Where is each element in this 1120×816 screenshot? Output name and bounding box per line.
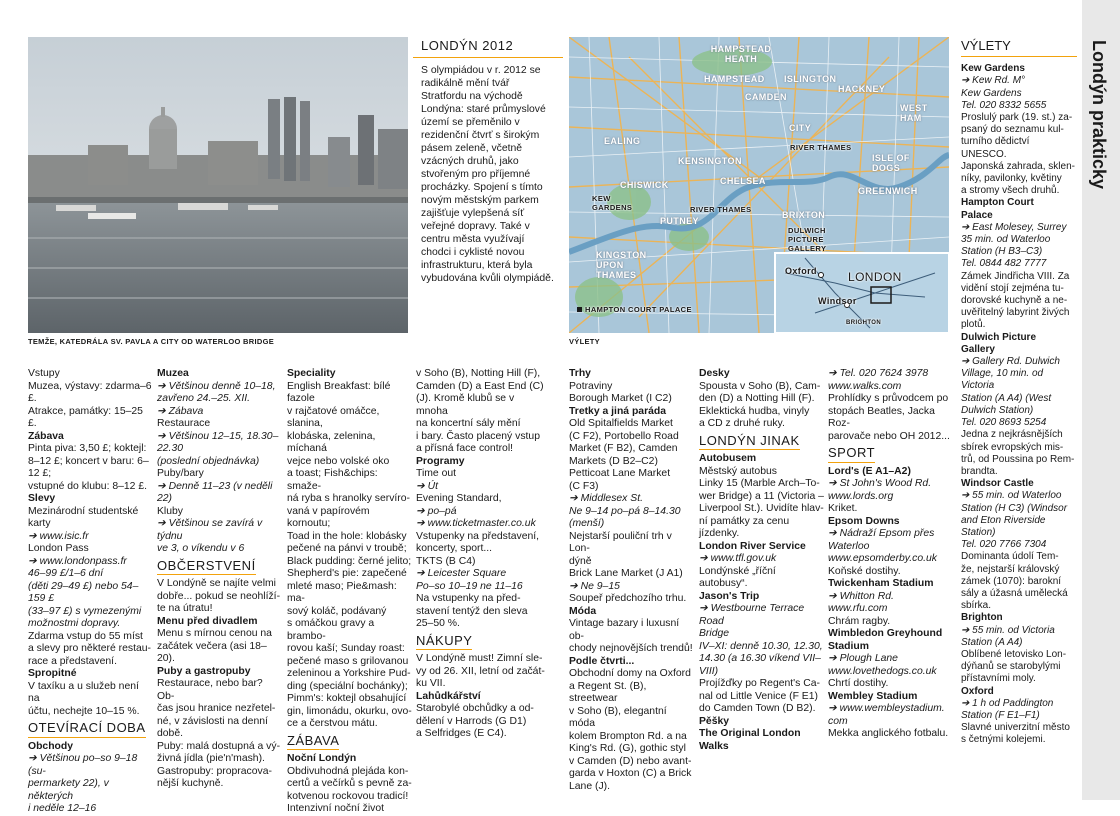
text-line: sbírka. — [961, 600, 992, 612]
text-line: dobře... pokud se neohlíží- — [157, 590, 281, 602]
text-line: (poslední objednávka) — [157, 455, 260, 467]
subheading: Twickenham Stadium — [828, 578, 934, 589]
text-line: permarkety 22), v některých — [28, 778, 109, 802]
text-line: zavřeno 24.–25. XII. — [157, 393, 250, 404]
text-line: stopách Beatles, Jacka Roz- — [828, 405, 935, 429]
text-line: v rajčatové omáčce, slanina, — [287, 405, 380, 429]
text-line: sbírek evropských mis- — [961, 441, 1064, 453]
text-line: přístavními moly. — [961, 673, 1036, 685]
text-line: Eklektická hudba, vinyly — [699, 405, 810, 417]
text-line: vaná v papírovém kornoutu; — [287, 505, 370, 529]
text-line: ve 3, o víkendu v 6 — [157, 543, 245, 554]
column-practical-2 — [157, 368, 282, 791]
text-line: kotvenou rockovou tradicí! — [287, 790, 409, 802]
text-line: stavení tentýž den sleva — [416, 605, 528, 617]
text-line: a slevy pro některé restau- — [28, 643, 152, 654]
text-line: ➔ www.tfl.gov.uk — [699, 553, 777, 564]
text-line: Station (H B3–C3) — [961, 246, 1043, 258]
text-line: Potraviny — [569, 380, 613, 392]
text-line: Station (A A4) — [961, 636, 1023, 648]
text-line: zeleninou a Yorkshire Pud- — [287, 668, 411, 679]
text-line: Markets (D B2–C2) — [569, 455, 658, 467]
text-line: ➔ Westbourne Terrace Road — [699, 603, 805, 627]
map-label-river-thames-2: RIVER THAMES — [690, 205, 752, 214]
subheading: Brighton — [961, 612, 1003, 624]
text-line: na koncertní sály mění — [416, 418, 521, 429]
subheading: Puby a gastropuby — [157, 665, 251, 677]
text-line: ➔ Leicester Square — [416, 568, 507, 579]
map-label-hampton-court: HAMPTON COURT PALACE — [585, 305, 692, 314]
text-line: kolem Brompton Rd. a na — [569, 730, 687, 742]
subheading: Speciality — [287, 368, 336, 379]
text-line: Jedna z nejkrásnějších — [961, 429, 1063, 441]
text-line: ➔ East Molesey, Surrey — [961, 221, 1067, 233]
text-line: Vintage bazary i luxusní ob- — [569, 618, 680, 642]
text-line: Kriket. — [828, 503, 858, 514]
text-line: Camden (D) a East End (C) — [416, 380, 544, 392]
text-line: ➔ 55 min. od Victoria — [961, 624, 1055, 636]
subheading: Wembley Stadium — [828, 690, 918, 702]
text-line: né, v závislosti na denní — [157, 715, 268, 727]
text-line: Village, 10 min. od Victoria — [961, 368, 1044, 392]
text-line: Vstupenky na představení, — [416, 530, 540, 542]
text-line: Waterloo — [828, 540, 870, 552]
text-line: ná ryba s hranolky servíro- — [287, 493, 411, 504]
text-line: TKTS (B C4) — [416, 555, 476, 567]
column-trips — [961, 40, 1077, 747]
text-line: www.walks.com — [828, 380, 902, 392]
section-heading: OBČERSTVENÍ — [157, 560, 256, 576]
text-line: a Regent St. (B), streetwear — [569, 680, 647, 704]
text-line: V taxíku a u služeb není na — [28, 680, 139, 704]
text-line: Zdarma vstup do 55 míst — [28, 630, 143, 642]
text-line: ➔ Ne 9–15 — [569, 580, 620, 592]
text-line: Oblíbené letovisko Lon- — [961, 648, 1067, 660]
map-label-islington: ISLINGTON — [784, 74, 837, 84]
section-heading: ZÁBAVA — [287, 735, 339, 751]
text-line: Koňské dostihy. — [828, 565, 901, 577]
map-label-ealing: EALING — [604, 136, 641, 146]
text-line: ku VII. — [416, 678, 446, 689]
map-label-chiswick: CHISWICK — [620, 180, 669, 190]
text-line: Linky 15 (Marble Arch–To- — [699, 478, 820, 489]
text-line: klobáska, zelenina, míchaná — [287, 430, 376, 454]
london-2012-box — [413, 38, 563, 285]
column-practical-5 — [569, 368, 695, 793]
map-label-hackney: HACKNEY — [838, 84, 886, 94]
text-line: ➔ Plough Lane — [828, 653, 898, 664]
text-line: Starobylé obchůdky a od- — [416, 703, 534, 714]
map-label-west-ham: WEST HAM — [900, 103, 928, 123]
subheading: Podle čtvrti... — [569, 655, 635, 667]
text-line: Station (F E1–F1) — [961, 709, 1040, 721]
map-label-dulwich: DULWICH PICTURE GALLERY — [788, 226, 827, 253]
subheading: Stadium — [828, 640, 869, 652]
map-label-city: CITY — [789, 123, 812, 133]
section-heading: LONDÝN JINAK — [699, 435, 800, 451]
text-line: živná jídla (pie'n'mash). — [157, 753, 265, 764]
text-line: King's Rd. (G), gothic styl — [569, 743, 686, 754]
text-line: Mezinárodní studentské — [28, 505, 139, 517]
text-line: V Londýně must! Zimní sle- — [416, 653, 543, 664]
london-2012-text: S olympiádou v r. 2012 se radikálně mění tvář Stratfordu na východě Londýna: staré průmyslové území se přeměnilo v rezidenční čtvrť s širokým pásem zeleně, včetně vzácných druhů, jako stvořeným pro příjemné procházky. Spojení s tímto novým městským parkem zajišťuje vylepšená síť veřejné dopravy. Také v centru města využívají chodci i cyklisté novou infrastrukturu, která byla vybudována kvůli olympiádě. — [421, 65, 554, 284]
text-line: Restaurace — [157, 418, 211, 429]
text-line: Mekka anglického fotbalu. — [828, 728, 949, 739]
text-line: ➔ Denně 11–23 (v neděli 22) — [157, 480, 273, 504]
text-line: vejce nebo volské oko — [287, 455, 390, 467]
subheading: Lahůdkářství — [416, 690, 481, 702]
text-line: ➔ Middlesex St. — [569, 493, 643, 504]
inset-label-oxford: Oxford — [785, 266, 817, 276]
column-practical-7 — [828, 368, 954, 741]
text-line: ➔ www.isic.fr — [28, 530, 89, 542]
text-line: a CD z druhé ruky. — [699, 418, 785, 429]
text-line: Po–so 10–19 ne 11–16 — [416, 580, 523, 592]
text-line: Slavné univerzitní město — [961, 722, 1070, 734]
subheading: Epsom Downs — [828, 515, 900, 527]
text-line: Dominanta údolí Tem- — [961, 551, 1059, 563]
text-line: www.lovethedogs.co.uk — [828, 665, 937, 677]
map-label-hampstead: HAMPSTEAD — [704, 74, 765, 84]
text-line: www.epsomderby.co.uk — [828, 553, 937, 564]
map-label-camden: CAMDEN — [745, 92, 787, 102]
text-line: Kluby — [157, 505, 183, 517]
text-line: ➔ Většinou denně 10–18, — [157, 380, 276, 392]
subheading: Spropitné — [28, 668, 77, 679]
text-line: ➔ Zábava — [157, 405, 204, 417]
text-line: Pinta piva: 3,50 £; koktejl: — [28, 443, 147, 454]
text-line: Toad in the hole: klobásky — [287, 530, 407, 542]
text-line: možnostmi dopravy. — [28, 618, 121, 629]
text-line: Obchodní domy na Oxford — [569, 668, 691, 679]
text-line: certů a večírků s pevně za- — [287, 778, 412, 789]
subheading: Dulwich Picture — [961, 331, 1037, 343]
text-line: dýně — [569, 555, 592, 567]
text-line: dorovské kuchyně a ne- — [961, 295, 1068, 307]
text-line: Petticoat Lane Market — [569, 468, 671, 479]
text-line: ➔ St John's Wood Rd. — [828, 478, 932, 489]
text-line: plotů. — [961, 319, 986, 331]
text-line: ➔ www.wembleystadium. — [828, 703, 945, 714]
text-line: wer Bridge) a 11 (Victoria – — [699, 490, 824, 502]
text-line: English Breakfast: bílé fazole — [287, 380, 391, 404]
subheading: Pěšky — [699, 715, 730, 727]
text-line: začátek večera (asi 18–20). — [157, 640, 267, 664]
text-line: www.lords.org — [828, 490, 894, 502]
subheading: Palace — [961, 209, 993, 221]
text-line: gin, limonádu, okurku, ovo- — [287, 705, 412, 717]
column-practical-1 — [28, 368, 153, 816]
text-line: IV–XI: denně 10.30, 12.30, — [699, 640, 823, 652]
text-line: Puby/bary — [157, 468, 204, 479]
column-practical-6 — [699, 368, 824, 753]
text-line: Kew Gardens — [961, 87, 1022, 99]
text-line: sály a úžasná umělecká — [961, 587, 1068, 599]
text-line: ➔ Většinou se zavírá v týdnu — [157, 518, 263, 542]
subheading: Oxford — [961, 685, 994, 697]
subheading: Zábava — [28, 430, 64, 442]
subheading: Desky — [699, 368, 730, 379]
text-line: ➔ Kew Rd. M° — [961, 75, 1026, 87]
text-line: ➔ www.ticketmaster.co.uk — [416, 518, 536, 529]
text-line: Obdivuhodná plejáda kon- — [287, 765, 409, 777]
text-line: Station (A A4) (West — [961, 392, 1052, 404]
map-label-greenwich: GREENWICH — [858, 186, 918, 196]
london-2012-title: LONDÝN 2012 — [413, 38, 563, 58]
inset-label-brighton: BRIGHTON — [846, 320, 882, 326]
text-line: vy od 26. XII, letní od začát- — [416, 665, 545, 677]
text-line: chody nejnovějších trendů! — [569, 643, 693, 654]
text-line: (C F2), Portobello Road — [569, 430, 679, 442]
side-tab-title: Londýn prakticky — [1089, 40, 1109, 190]
text-line: Prohlídky s průvodcem po — [828, 393, 949, 404]
text-line: karty — [28, 518, 51, 529]
map-caption: VÝLETY — [569, 337, 600, 346]
subheading: Programy — [416, 455, 465, 467]
text-line: ➔ 1 h od Paddington — [961, 697, 1054, 709]
text-line: 46–99 £/1–6 dní — [28, 568, 104, 579]
text-line: Restaurace, nebo bar? Ob- — [157, 678, 263, 702]
text-line: parovače nebo OH 2012... — [828, 430, 950, 442]
text-line: Lane (J). — [569, 780, 611, 792]
text-line: do Camden Town (D B2). — [699, 703, 816, 714]
subheading: Menu před divadlem — [157, 615, 258, 627]
subheading: The Original London — [699, 728, 801, 739]
text-line: dýňanů se starobylými — [961, 661, 1061, 673]
section-heading: NÁKUPY — [416, 635, 472, 651]
text-line: ce a čerstvou mátu. — [287, 718, 378, 729]
text-line: Chrám ragby. — [828, 615, 891, 627]
map-label-hampstead-heath: HAMPSTEAD HEATH — [710, 44, 772, 64]
subheading: Móda — [569, 605, 597, 617]
text-line: brandta. — [961, 465, 998, 477]
text-line: Tel. 020 8693 5254 — [961, 417, 1047, 429]
text-line: Zámek Jindřicha VIII. Za — [961, 270, 1070, 282]
text-line: Vstupy — [28, 368, 60, 379]
map-label-putney: PUTNEY — [660, 216, 699, 226]
text-line: rovou kaší; Sunday roast: — [287, 643, 405, 654]
text-line: nal od Little Venice (F E1) — [699, 690, 818, 702]
map-label-river-thames: RIVER THAMES — [790, 143, 852, 152]
text-line: den (D) a Notting Hill (F). — [699, 393, 815, 404]
text-line: v Soho (B), Notting Hill (F), — [416, 368, 541, 379]
text-line: ➔ Tel. 020 7624 3978 — [828, 368, 929, 379]
text-line: Spousta v Soho (B), Cam- — [699, 380, 821, 392]
text-line: Nejstarší pouliční trh v Lon- — [569, 530, 672, 554]
text-line: Tel. 0844 482 7777 — [961, 258, 1047, 270]
section-heading: SPORT — [828, 447, 875, 463]
text-line: nější kuchyně. — [157, 778, 224, 789]
text-line: Bridge — [699, 628, 730, 639]
subheading: Lord's (E A1–A2) — [828, 465, 911, 477]
text-line: psaný do seznamu kul- — [961, 124, 1064, 136]
subheading: Slevy — [28, 493, 56, 504]
text-line: V Londýně se najíte velmi — [157, 578, 276, 589]
column-practical-3 — [287, 368, 412, 816]
text-line: ➔ po–pá — [416, 505, 457, 517]
text-line: době. — [157, 728, 184, 739]
text-line: s omáčkou gravy a brambo- — [287, 618, 375, 642]
text-line: Atrakce, památky: 15–25 £. — [28, 405, 143, 429]
text-line: s četnými kolejemi. — [961, 734, 1046, 746]
text-line: Liverpool St.). Uvidíte hlav- — [699, 503, 824, 514]
text-line: i bary. Často placený vstup — [416, 430, 540, 442]
photo-caption: TEMŽE, KATEDRÁLA SV. PAVLA A CITY OD WATERLOO BRIDGE — [28, 337, 275, 346]
text-line: ➔ 55 min. od Waterloo — [961, 490, 1062, 502]
text-line: trů, od Poussina po Rem- — [961, 453, 1075, 465]
map-label-kingston: KINGSTON UPON THAMES — [596, 250, 647, 280]
subheading: Windsor Castle — [961, 478, 1034, 490]
text-line: www.rfu.com — [828, 603, 888, 614]
subheading: Noční Londýn — [287, 753, 357, 764]
text-line: Chrtí dostihy. — [828, 678, 889, 689]
text-line: čas jsou hranice nezřetel- — [157, 703, 276, 714]
text-line: 35 min. od Waterloo — [961, 234, 1051, 246]
text-line: Time out — [416, 468, 457, 479]
inset-label-windsor: Windsor — [818, 296, 857, 306]
text-line: Market (F B2), Camden — [569, 443, 678, 454]
text-line: koncerty, sport... — [416, 543, 493, 554]
text-line: 14.30 (a 16.30 víkend VII–VIII) — [699, 653, 821, 677]
text-line: účtu, nechejte 10–15 %. — [28, 705, 140, 717]
text-line: Brick Lane Market (J A1) — [569, 568, 683, 579]
text-line: Muzea, výstavy: zdarma–6 £. — [28, 380, 152, 404]
subheading: Trhy — [569, 368, 591, 379]
text-line: ➔ Většinou po–so 9–18 (su- — [28, 753, 138, 777]
text-line: (C F3) — [569, 480, 599, 492]
text-line: pečené na pánvi v troubě; — [287, 543, 407, 554]
text-line: Shepherd's pie: zapečené — [287, 568, 407, 579]
text-line: Londýnské „říční autobusy“. — [699, 565, 776, 589]
subheading: Kew Gardens — [961, 63, 1025, 75]
subheading: Gallery — [961, 343, 995, 355]
map-label-chelsea: CHELSEA — [720, 176, 766, 186]
text-line: garda v Hoxton (C) a Brick — [569, 768, 692, 779]
text-line: Tel. 020 8332 5655 — [961, 99, 1047, 111]
text-line: i neděle 12–16 — [28, 803, 97, 814]
text-line: v Camden (D) nebo avant- — [569, 755, 692, 767]
text-line: a toast; Fish&chips: smaže- — [287, 468, 378, 492]
text-line: Intenzivní noční život — [287, 803, 385, 814]
text-line: níky, pavilonky, květiny — [961, 173, 1062, 185]
subheading: Jason's Trip — [699, 590, 760, 602]
text-line: Borough Market (I C2) — [569, 393, 672, 404]
text-line: ➔ Nádraží Epsom přes — [828, 528, 935, 539]
text-line: race a představení. — [28, 655, 117, 667]
subheading: Tretky a jiná paráda — [569, 405, 667, 417]
text-line: Proslulý park (19. st.) za- — [961, 112, 1073, 124]
text-line: ➔ Út — [416, 480, 438, 492]
inset-label-london: LONDON — [848, 270, 902, 284]
text-line: 25–50 %. — [416, 618, 460, 629]
text-line: te na útratu! — [157, 603, 213, 614]
subheading: Walks — [699, 740, 729, 752]
text-line: Městský autobus — [699, 465, 777, 477]
text-line: sový koláč, podávaný — [287, 605, 387, 617]
text-line: Pimm's: koktejl obsahující — [287, 693, 407, 704]
text-line: ➔ Gallery Rd. Dulwich — [961, 356, 1060, 368]
map-label-kensington: KENSINGTON — [678, 156, 742, 166]
map-label-isle-of-dogs: ISLE OF DOGS — [872, 153, 910, 173]
text-line: ➔ www.londonpass.fr — [28, 555, 127, 567]
text-line: pečené maso s grilovanou — [287, 655, 409, 667]
subheading: Autobusem — [699, 453, 757, 464]
text-line: Tel. 020 7766 7304 — [961, 539, 1047, 551]
text-line: Old Spitalfields Market — [569, 418, 673, 429]
text-line: Projížďky po Regent's Ca- — [699, 678, 820, 689]
text-line: Menu s mírnou cenou na — [157, 628, 272, 639]
text-line: a přísná face control! — [416, 443, 514, 454]
text-line: v Soho (B), elegantní móda — [569, 705, 667, 729]
text-line: com — [828, 715, 848, 727]
map-label-kew-gardens: KEW GARDENS — [592, 194, 633, 212]
column-practical-4 — [416, 368, 546, 741]
text-line: (33–97 £) s vymezenými — [28, 605, 142, 617]
text-line: Puby: malá dostupná a vý- — [157, 740, 281, 752]
text-line: and Eton Riverside Station) — [961, 514, 1046, 538]
text-line: Japonská zahrada, sklen- — [961, 160, 1075, 172]
text-line: ➔ Většinou 12–15, 18.30–22.30 — [157, 430, 279, 454]
text-line: Soupeř předchozího trhu. — [569, 593, 687, 604]
text-line: zámek (1070): barokní — [961, 575, 1062, 587]
text-line: Evening Standard, — [416, 493, 502, 504]
text-line: dělení v Harrods (G D1) — [416, 715, 527, 727]
subheading: Muzea — [157, 368, 189, 379]
section-heading: OTEVÍRACÍ DOBA — [28, 722, 146, 738]
trips-heading: VÝLETY — [961, 40, 1077, 57]
text-line: Dulwich Station) — [961, 404, 1034, 416]
text-line: že, nejstarší královský — [961, 563, 1060, 575]
text-line: (děti 29–49 £) nebo 54–159 £ — [28, 580, 139, 604]
text-line: (J). Kromě klubů se v mnoha — [416, 393, 515, 417]
text-line: jízdenky. — [699, 528, 740, 539]
text-line: Na vstupenky na před- — [416, 593, 521, 604]
subheading: Obchody — [28, 740, 74, 752]
text-line: a Selfridges (E C4). — [416, 728, 507, 739]
subheading: Wimbledon Greyhound — [828, 628, 943, 639]
text-line: ní památky za cenu — [699, 515, 790, 527]
text-line: ➔ Whitton Rd. — [828, 590, 894, 602]
text-line: Station (H C3) (Windsor — [961, 502, 1068, 514]
text-line: 8–12 £; koncert v baru: 6–12 £; — [28, 455, 149, 479]
text-line: mleté maso; Pie&mash: ma- — [287, 580, 397, 604]
text-line: Gastropuby: propracova- — [157, 765, 272, 777]
text-line: turního dědictví UNESCO. — [961, 136, 1030, 160]
text-line: ding (speciální bochánky); — [287, 680, 408, 692]
text-line: vstupné do klubu: 8–12 £. — [28, 480, 148, 492]
subheading: Hampton Court — [961, 197, 1034, 209]
text-line: a stromy všech druhů. — [961, 185, 1060, 197]
text-line: Black pudding: černé jelito; — [287, 555, 412, 567]
text-line: (menší) — [569, 518, 605, 529]
text-line: uvěřitelný labyrint živých — [961, 307, 1070, 319]
text-line: London Pass — [28, 543, 89, 554]
text-line: vidění stojí zejména tu- — [961, 282, 1064, 294]
subheading: London River Service — [699, 540, 806, 552]
thames-photo — [28, 37, 408, 333]
text-line: Ne 9–14 po–pá 8–14.30 — [569, 505, 681, 517]
map-label-brixton: BRIXTON — [782, 210, 826, 220]
